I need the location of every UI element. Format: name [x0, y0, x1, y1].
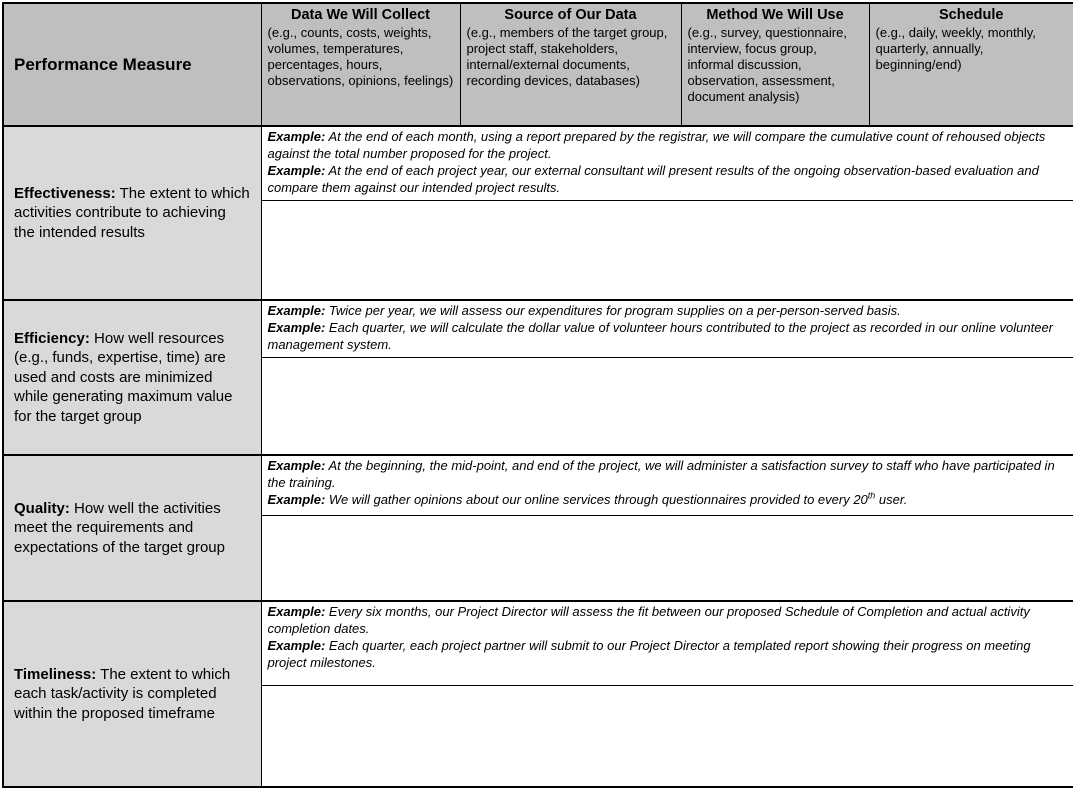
row-timeliness: [3, 601, 1073, 685]
column-description: (e.g., survey, questionnaire, interview, focus group, informal discussion, observation, assessment, document analysis): [687, 25, 847, 104]
column-description: (e.g., members of the target group, project staff, stakeholders, internal/external documents, recording devices, databases): [466, 25, 668, 88]
column-title: Schedule: [939, 7, 1004, 23]
example-label: Example:: [267, 638, 326, 654]
examples-cell-efficiency: [261, 300, 1073, 357]
measure-definition: The extent to which activities contribute to achieving the intended results: [14, 184, 250, 241]
example-text: Every six months, our Project Director will assess the fit between our proposed Schedule of Completion and actual activity completion dates.: [267, 604, 1030, 637]
measure-definition: The extent to which each task/activity is completed within the proposed timeframe: [14, 665, 231, 722]
header-performance-measure: [3, 3, 261, 126]
example-item: [268, 458, 1068, 492]
header-data-we-will-collect: [261, 3, 460, 126]
column-title: Source of Our Data: [504, 7, 637, 23]
example-text: At the end of each project year, our external consultant will present results of the ongoing observation-based evaluation and compare them against our intended project results.: [267, 162, 1039, 195]
row-label-timeliness: [3, 601, 261, 787]
column-description: (e.g., counts, costs, weights, volumes, temperatures, percentages, hours, observations, opinions, feelings): [267, 25, 454, 88]
example-label: Example:: [267, 319, 326, 335]
column-title: Data We Will Collect: [291, 7, 430, 23]
example-text: At the end of each month, using a report prepared by the registrar, we will compare the cumulative count of rehoused objects against the total number proposed for the project.: [267, 129, 1046, 161]
row-label-efficiency: [3, 300, 261, 455]
column-description: (e.g., daily, weekly, monthly, quarterly, annually, beginning/end): [875, 25, 1036, 72]
column-title: Method We Will Use: [706, 7, 844, 23]
example-item: [268, 320, 1068, 354]
entry-cell-quality[interactable]: [261, 515, 1073, 601]
table-header-row: [3, 3, 1073, 126]
entry-cell-efficiency[interactable]: [261, 357, 1073, 455]
example-ordinal-suffix: th: [867, 490, 876, 501]
measure-definition: How well resources (e.g., funds, expertise, time) are used and costs are minimized while generating maximum value for the target group: [14, 329, 233, 425]
performance-measure-table: [2, 2, 1073, 788]
example-text: Twice per year, we will assess our expenditures for program supplies on a per-person-served basis.: [325, 303, 901, 319]
example-label: Example:: [267, 303, 326, 319]
example-label: Example:: [267, 129, 326, 144]
example-item: [268, 638, 1068, 672]
measure-term: Efficiency:: [14, 329, 90, 347]
example-item: [268, 303, 1068, 320]
example-label: Example:: [267, 492, 326, 508]
example-text: We will gather opinions about our online services through questionnaires provided to every 20: [325, 492, 868, 508]
example-item: [268, 163, 1068, 197]
entry-cell-timeliness[interactable]: [261, 685, 1073, 787]
row-label-quality: [3, 455, 261, 601]
entry-cell-effectiveness[interactable]: [261, 200, 1073, 300]
row-efficiency: [3, 300, 1073, 357]
row-effectiveness: [3, 126, 1073, 200]
measure-term: Quality:: [14, 499, 70, 517]
header-performance-measure-label: Performance Measure: [14, 54, 192, 74]
header-source-of-our-data: [460, 3, 681, 126]
example-label: Example:: [267, 604, 326, 620]
header-schedule: [869, 3, 1073, 126]
row-label-effectiveness: [3, 126, 261, 300]
example-text-after: user.: [875, 492, 908, 508]
measure-definition: How well the activities meet the requirements and expectations of the target group: [14, 499, 225, 556]
example-item: [268, 604, 1068, 638]
example-item: [268, 492, 1068, 509]
example-text: Each quarter, we will calculate the dollar value of volunteer hours contributed to the project as recorded in our online volunteer management system.: [267, 319, 1054, 352]
measure-term: Timeliness:: [14, 665, 97, 683]
header-method-we-will-use: [681, 3, 869, 126]
row-quality: [3, 455, 1073, 515]
example-item: [268, 129, 1068, 163]
example-text: Each quarter, each project partner will submit to our Project Director a templated report showing their progress on meeting project milestones.: [267, 638, 1031, 670]
examples-cell-quality: [261, 455, 1073, 515]
measure-term: Effectiveness:: [14, 184, 116, 202]
example-label: Example:: [267, 458, 326, 474]
example-label: Example:: [267, 162, 326, 178]
examples-cell-timeliness: [261, 601, 1073, 685]
examples-cell-effectiveness: [261, 126, 1073, 200]
example-text: At the beginning, the mid-point, and end of the project, we will administer a satisfaction survey to staff who have participated in the training.: [267, 458, 1055, 491]
